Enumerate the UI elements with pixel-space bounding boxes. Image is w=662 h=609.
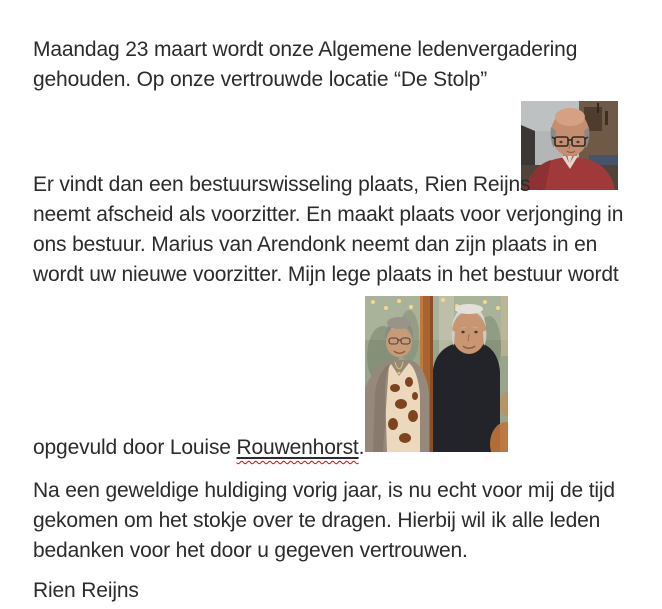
text-line: bedanken voor het door u gegeven vertrouwen. <box>33 539 468 562</box>
text-segment: . <box>358 436 365 459</box>
text-segment: opgevuld door Louise <box>33 436 237 459</box>
text-line: Maandag 23 maart wordt onze Algemene ledenvergadering <box>33 38 578 61</box>
rien-reijns-photo[interactable] <box>521 101 618 190</box>
couple-photo[interactable] <box>365 296 508 452</box>
text-line: gekomen om het stokje over te dragen. Hierbij wil ik alle leden <box>33 509 601 532</box>
rouwenhorst-link-text: Rouwenhorst <box>236 436 359 459</box>
text-line: neemt afscheid als voorzitter. En maakt plaats voor verjonging in <box>33 203 624 226</box>
rien-reijns-photo-image <box>521 101 618 190</box>
couple-photo-image <box>365 296 508 452</box>
text-line <box>33 433 364 463</box>
text-line: Na een geweldige huldiging vorig jaar, is nu echt voor mij de tijd <box>33 479 615 502</box>
signature-line: Rien Reijns <box>33 579 139 602</box>
text-line: ons bestuur. Marius van Arendonk neemt dan zijn plaats in en <box>33 233 598 256</box>
text-line: Er vindt dan een bestuurswisseling plaats, Rien Reijns <box>33 173 531 196</box>
text-line: wordt uw nieuwe voorzitter. Mijn lege plaats in het bestuur wordt <box>33 263 619 286</box>
rouwenhorst-link[interactable] <box>237 436 359 459</box>
text-line: gehouden. Op onze vertrouwde locatie “De Stolp” <box>33 68 488 91</box>
